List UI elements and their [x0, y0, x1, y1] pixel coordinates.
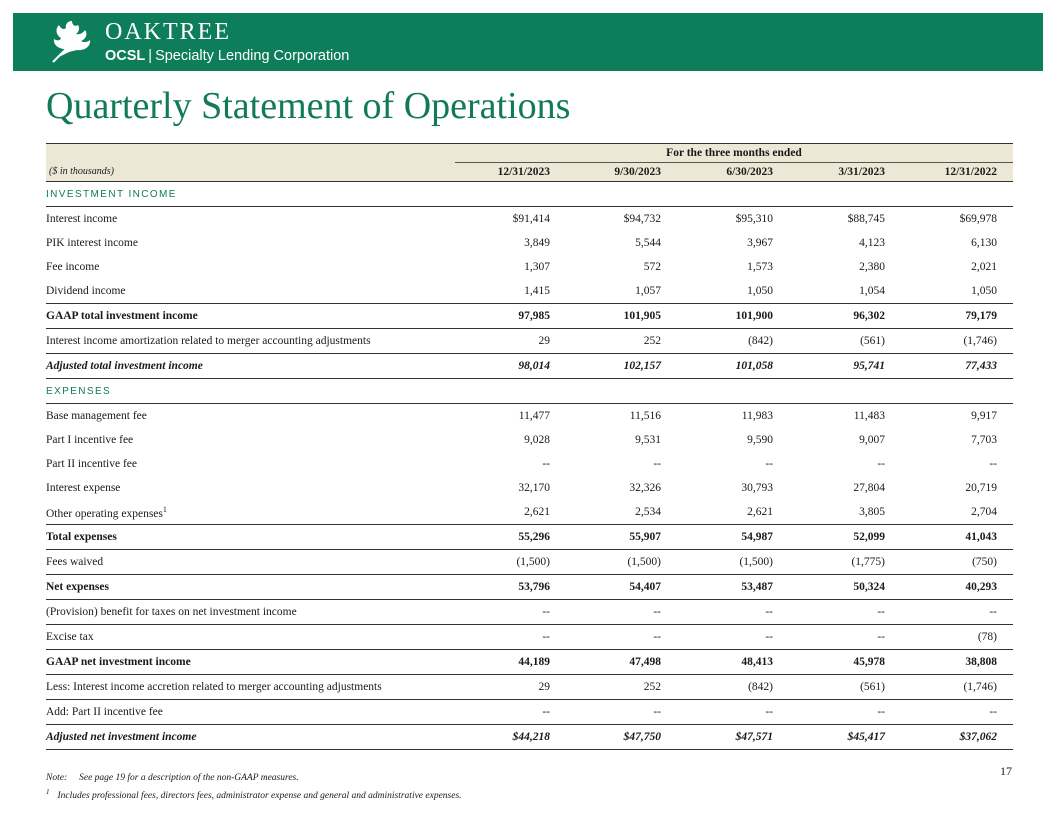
- row-value: $44,218: [455, 725, 566, 750]
- table-row: [46, 452, 1013, 476]
- row-label: PIK interest income: [46, 237, 138, 249]
- row-value: --: [765, 706, 773, 718]
- row-value: 1,050: [901, 279, 1013, 304]
- row-value: --: [989, 458, 997, 470]
- row-value: 54,987: [677, 525, 789, 550]
- row-value: $95,310: [735, 213, 773, 225]
- row-value: 50,324: [789, 575, 901, 600]
- row-value: 3,805: [789, 500, 901, 525]
- row-value: --: [677, 600, 789, 625]
- table-row: [46, 231, 1013, 255]
- row-value: --: [765, 631, 773, 643]
- row-value: 9,917: [971, 410, 997, 422]
- brand-name: OAKTREE: [105, 19, 231, 45]
- row-value: 1,050: [677, 279, 789, 304]
- row-label: Interest income amortization related to merger accounting adjustments: [46, 335, 371, 347]
- row-label: Interest expense: [46, 482, 121, 494]
- section-investment-income: INVESTMENT INCOME: [46, 182, 1013, 207]
- row-label: Fees waived: [46, 556, 104, 568]
- row-value: 11,483: [853, 410, 885, 422]
- row-value: 38,808: [901, 650, 1013, 675]
- row-value: (78): [977, 631, 997, 643]
- row-value: 77,433: [901, 354, 1013, 379]
- table-header-row: [46, 163, 1013, 182]
- row-value: $88,745: [847, 213, 885, 225]
- table-row: [46, 428, 1013, 452]
- table-row-total: [46, 650, 1013, 675]
- row-value: 45,978: [789, 650, 901, 675]
- company-subtitle: [105, 48, 349, 64]
- table-row: [46, 207, 1013, 232]
- row-value: 53,796: [455, 575, 566, 600]
- table-row: [46, 700, 1013, 725]
- row-value: --: [566, 600, 677, 625]
- row-label: Dividend income: [46, 279, 455, 304]
- period-span-header: For the three months ended: [455, 144, 1013, 163]
- row-value: $47,571: [677, 725, 789, 750]
- row-value: --: [653, 631, 661, 643]
- units-label: ($ in thousands): [46, 163, 455, 182]
- row-value: 53,487: [677, 575, 789, 600]
- table-row-adjusted: [46, 354, 1013, 379]
- row-value: 3,967: [747, 237, 773, 249]
- row-value: 9,007: [859, 434, 885, 446]
- column-header: 12/31/2023: [455, 163, 566, 182]
- table-row-total: [46, 575, 1013, 600]
- row-value: 11,983: [741, 410, 773, 422]
- oak-leaf-icon: [47, 19, 99, 65]
- row-value: 252: [566, 675, 677, 700]
- row-value: 55,296: [455, 525, 566, 550]
- row-value: --: [901, 600, 1013, 625]
- row-value: (750): [972, 556, 997, 568]
- row-value: --: [989, 706, 997, 718]
- row-value: 1,057: [566, 279, 677, 304]
- row-value: 1,415: [455, 279, 566, 304]
- table-row: [46, 279, 1013, 304]
- table-row: [46, 404, 1013, 429]
- note-text: See page 19 for a description of the non-GAAP measures.: [79, 773, 299, 783]
- header-banner: [13, 13, 1043, 71]
- row-value: (561): [860, 335, 885, 347]
- row-value: --: [653, 706, 661, 718]
- row-value: 101,058: [677, 354, 789, 379]
- company-name: Specialty Lending Corporation: [155, 48, 350, 64]
- row-value: 30,793: [741, 482, 773, 494]
- row-value: --: [542, 458, 550, 470]
- row-value: 3,849: [524, 237, 550, 249]
- table-header-span-row: [46, 144, 1013, 163]
- table-row: [46, 675, 1013, 700]
- column-header: 9/30/2023: [566, 163, 677, 182]
- operations-table: [46, 143, 1013, 750]
- row-value: 32,326: [629, 482, 661, 494]
- row-value: (561): [789, 675, 901, 700]
- row-value: 2,621: [455, 500, 566, 525]
- row-value: $45,417: [789, 725, 901, 750]
- footnote-text: Includes professional fees, directors fees, administrator expense and general and administrative expenses.: [57, 791, 462, 802]
- row-value: 2,021: [971, 261, 997, 273]
- row-label: Net expenses: [46, 575, 455, 600]
- table-row-adjusted: [46, 725, 1013, 750]
- row-value: 55,907: [566, 525, 677, 550]
- note: [46, 773, 299, 783]
- ticker: OCSL: [105, 48, 146, 64]
- row-value: 52,099: [789, 525, 901, 550]
- row-label: Add: Part II incentive fee: [46, 706, 163, 718]
- column-header: 3/31/2023: [789, 163, 901, 182]
- page-title: Quarterly Statement of Operations: [46, 85, 571, 127]
- row-value: 2,704: [901, 500, 1013, 525]
- row-value: 7,703: [971, 434, 997, 446]
- row-value: (1,746): [963, 335, 997, 347]
- row-label: Interest income: [46, 213, 118, 225]
- row-value: 252: [643, 335, 661, 347]
- table-row: [46, 550, 1013, 575]
- row-value: 54,407: [566, 575, 677, 600]
- row-value: 572: [643, 261, 661, 273]
- row-value: 95,741: [789, 354, 901, 379]
- row-value: 9,028: [524, 434, 550, 446]
- row-value: 1,573: [747, 261, 773, 273]
- row-label: Total expenses: [46, 525, 455, 550]
- row-label: Fee income: [46, 261, 100, 273]
- row-value: 5,544: [635, 237, 661, 249]
- row-value: 9,531: [635, 434, 661, 446]
- row-label: Other operating expenses$^1$: [46, 500, 455, 525]
- row-value: 6,130: [971, 237, 997, 249]
- row-value: 11,477: [518, 410, 550, 422]
- row-value: --: [455, 600, 566, 625]
- row-value: 48,413: [677, 650, 789, 675]
- row-value: --: [877, 631, 885, 643]
- table-row: [46, 329, 1013, 354]
- row-value: --: [877, 706, 885, 718]
- row-value: (1,500): [516, 556, 550, 568]
- column-header: 6/30/2023: [677, 163, 789, 182]
- row-value: 29: [538, 335, 550, 347]
- separator: |: [148, 48, 153, 64]
- row-value: 102,157: [566, 354, 677, 379]
- row-label: Less: Interest income accretion related to merger accounting adjustments: [46, 675, 455, 700]
- row-value: --: [542, 631, 550, 643]
- table-row: [46, 600, 1013, 625]
- row-value: 97,985: [455, 304, 566, 329]
- row-value: 47,498: [566, 650, 677, 675]
- note-key: Note:: [46, 773, 68, 783]
- row-value: $94,732: [623, 213, 661, 225]
- row-value: --: [542, 706, 550, 718]
- row-value: 44,189: [455, 650, 566, 675]
- row-value: 41,043: [901, 525, 1013, 550]
- table-row-total: [46, 304, 1013, 329]
- row-value: 98,014: [455, 354, 566, 379]
- row-value: 4,123: [859, 237, 885, 249]
- footnote: [46, 788, 462, 801]
- row-value: 40,293: [901, 575, 1013, 600]
- table-row-total: [46, 525, 1013, 550]
- row-value: 2,380: [859, 261, 885, 273]
- row-value: --: [877, 458, 885, 470]
- row-label: GAAP net investment income: [46, 650, 455, 675]
- row-value: 79,179: [901, 304, 1013, 329]
- row-value: --: [765, 458, 773, 470]
- row-value: 101,900: [677, 304, 789, 329]
- row-value: (842): [677, 675, 789, 700]
- table-row: [46, 500, 1013, 525]
- row-value: $37,062: [901, 725, 1013, 750]
- page-number: 17: [1000, 764, 1012, 778]
- table-row: [46, 625, 1013, 650]
- row-value: $91,414: [512, 213, 550, 225]
- row-label: GAAP total investment income: [46, 304, 455, 329]
- row-label: Part I incentive fee: [46, 434, 134, 446]
- row-label: Excise tax: [46, 631, 94, 643]
- table-row: [46, 255, 1013, 279]
- row-label: Adjusted net investment income: [46, 725, 455, 750]
- row-value: --: [789, 600, 901, 625]
- row-value: --: [653, 458, 661, 470]
- row-label: Base management fee: [46, 410, 147, 422]
- row-label: Adjusted total investment income: [46, 354, 455, 379]
- section-expenses: EXPENSES: [46, 379, 1013, 404]
- footnote-marker: 1: [162, 504, 167, 514]
- row-value: 2,621: [677, 500, 789, 525]
- row-value: 29: [455, 675, 566, 700]
- row-value: (1,775): [851, 556, 885, 568]
- footnote-key: 1: [46, 788, 50, 796]
- row-value: 96,302: [789, 304, 901, 329]
- row-value: (1,500): [739, 556, 773, 568]
- row-value: 27,804: [853, 482, 885, 494]
- row-value: 101,905: [566, 304, 677, 329]
- row-value: 20,719: [965, 482, 997, 494]
- table-row: [46, 476, 1013, 500]
- column-header: 12/31/2022: [901, 163, 1013, 182]
- row-value: (842): [748, 335, 773, 347]
- row-label: (Provision) benefit for taxes on net investment income: [46, 600, 455, 625]
- row-value: (1,500): [627, 556, 661, 568]
- row-value: 9,590: [747, 434, 773, 446]
- row-value: 2,534: [566, 500, 677, 525]
- row-value: 1,307: [524, 261, 550, 273]
- row-value: 11,516: [629, 410, 661, 422]
- row-value: 32,170: [518, 482, 550, 494]
- row-value: $69,978: [959, 213, 997, 225]
- row-value: $47,750: [566, 725, 677, 750]
- row-label: Part II incentive fee: [46, 458, 137, 470]
- row-value: (1,746): [901, 675, 1013, 700]
- row-value: 1,054: [789, 279, 901, 304]
